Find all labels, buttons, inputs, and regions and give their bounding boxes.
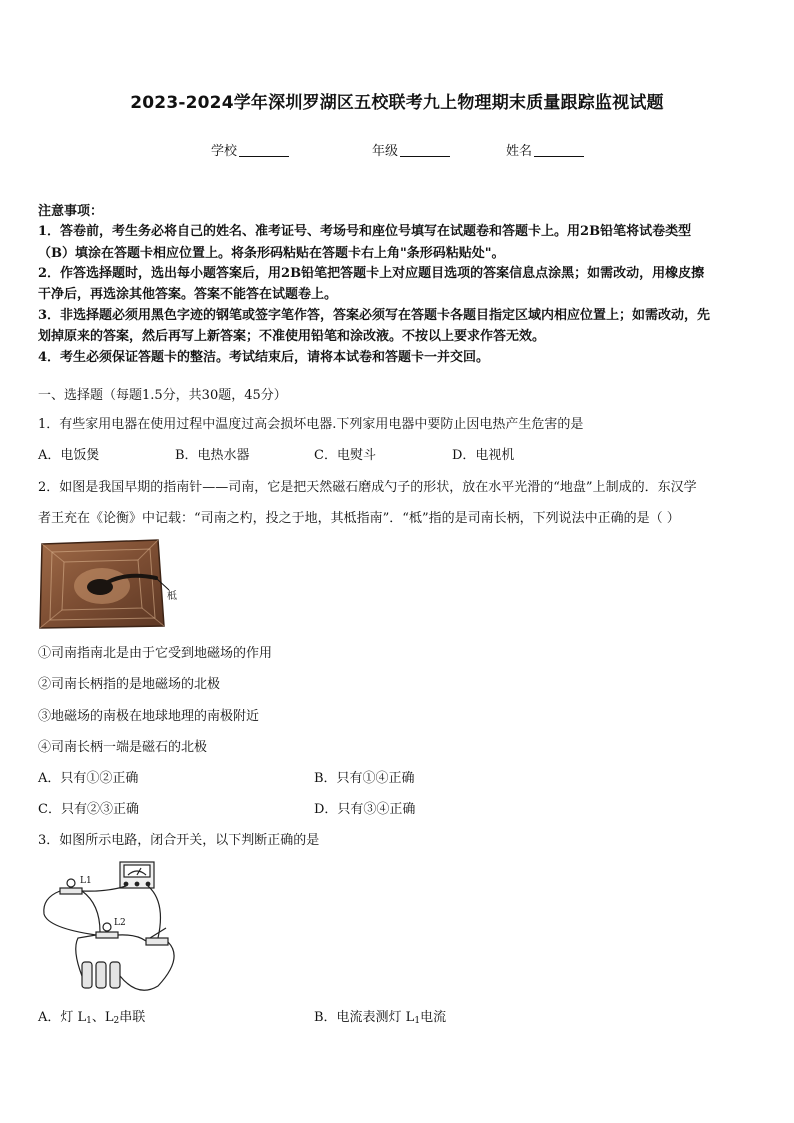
q3-option-b-text: 电流 — [420, 1010, 447, 1025]
notice-line: 2．作答选择题时，选出每小题答案后，用2B铅笔把答题卡上对应题目选项的答案信息点涂黑；如需改动，用橡皮擦 — [38, 266, 705, 281]
notice-line: （B）填涂在答题卡相应位置上。将条形码粘贴在答题卡右上角"条形码粘贴处"。 — [38, 246, 505, 261]
school-label: 学校 — [211, 144, 238, 159]
q2-statement: ②司南长柄指的是地磁场的北极 — [38, 677, 221, 692]
school-blank[interactable] — [239, 143, 289, 157]
q2-statement: ①司南指南北是由于它受到地磁场的作用 — [38, 646, 273, 661]
q1-option-c[interactable]: C．电熨斗 — [314, 448, 376, 463]
compass-sinan-figure — [38, 536, 188, 632]
q2-statement: ④司南长柄一端是磁石的北极 — [38, 740, 208, 755]
q2-option-b[interactable]: B．只有①④正确 — [314, 771, 415, 786]
fig-label-di: 柢 — [167, 591, 177, 602]
q3-option-a[interactable] — [38, 1008, 145, 1031]
q1-option-a[interactable]: A．电饭煲 — [38, 448, 100, 463]
circuit-figure — [38, 858, 188, 1000]
q2-stem-line1: 2．如图是我国早期的指南针——司南，它是把天然磁石磨成勺子的形状，放在水平光滑的“地盘”上制成的．东汉学 — [38, 480, 697, 495]
notice-line: 4．考生必须保证答题卡的整洁。考试结束后，请将本试卷和答题卡一并交回。 — [38, 350, 490, 365]
name-blank[interactable] — [534, 143, 584, 157]
section-heading: 一、选择题（每题1.5分，共30题，45分） — [38, 388, 287, 403]
name-field — [506, 140, 584, 159]
name-label: 姓名 — [506, 144, 533, 159]
q1-option-b[interactable]: B．电热水器 — [175, 448, 250, 463]
notice-line: 1．答卷前，考生务必将自己的姓名、准考证号、考场号和座位号填写在试题卷和答题卡上。用2B铅笔将试卷类型 — [38, 224, 692, 239]
subscript: 2 — [113, 1016, 120, 1026]
q3-stem: 3．如图所示电路，闭合开关，以下判断正确的是 — [38, 833, 320, 848]
grade-field — [372, 140, 450, 159]
notice-line: 干净后，再选涂其他答案。答案不能答在试题卷上。 — [38, 287, 338, 302]
q3-option-a-text: 串联 — [119, 1010, 146, 1025]
grade-label: 年级 — [372, 144, 399, 159]
q2-option-d[interactable]: D．只有③④正确 — [314, 802, 416, 817]
q1-stem: 1．有些家用电器在使用过程中温度过高会损坏电器.下列家用电器中要防止因电热产生危害的是 — [38, 417, 584, 432]
q2-stem-line2: 者王充在《论衡》中记载：“司南之杓，投之于地，其柢指南”．“柢”指的是司南长柄，下列说法中正确的是（ ） — [38, 511, 680, 526]
q2-option-a[interactable]: A．只有①②正确 — [38, 771, 139, 786]
label-L1: L1 — [80, 876, 92, 886]
q3-option-b-text: B．电流表测灯 L — [314, 1010, 415, 1025]
q3-option-a-text: 、L — [91, 1010, 114, 1025]
subscript: 1 — [86, 1016, 92, 1026]
grade-blank[interactable] — [400, 143, 450, 157]
q2-statement: ③地磁场的南极在地球地理的南极附近 — [38, 709, 260, 724]
q3-option-a-text: A．灯 L — [38, 1010, 87, 1025]
notice-line: 3．非选择题必须用黑色字迹的钢笔或签字笔作答，答案必须写在答题卡各题目指定区域内相应位置上；如需改动，先 — [38, 308, 711, 323]
q3-option-b[interactable] — [314, 1008, 446, 1031]
notice-line: 划掉原来的答案，然后再写上新答案；不准使用铅笔和涂改液。不按以上要求作答无效。 — [38, 329, 546, 344]
subscript: 1 — [414, 1016, 421, 1026]
page-title: 2023-2024学年深圳罗湖区五校联考九上物理期末质量跟踪监视试题 — [130, 93, 664, 113]
school-field — [211, 140, 289, 159]
q1-option-d[interactable]: D．电视机 — [452, 448, 515, 463]
label-L2: L2 — [114, 918, 126, 928]
q2-option-c[interactable]: C．只有②③正确 — [38, 802, 139, 817]
notice-heading: 注意事项： — [38, 204, 104, 219]
